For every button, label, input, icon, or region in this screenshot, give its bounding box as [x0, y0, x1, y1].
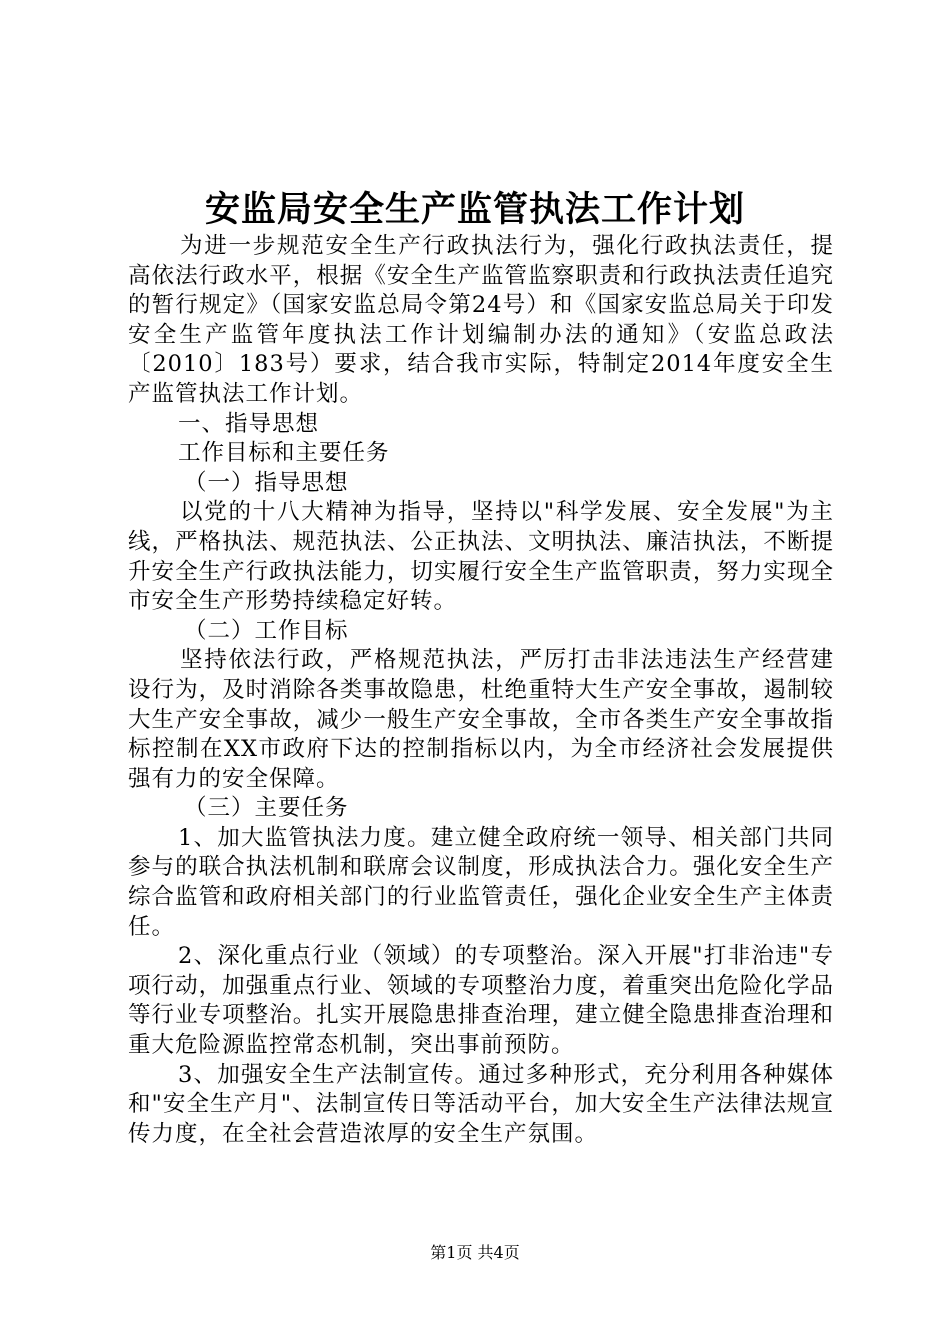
subsection-heading-3: （三）主要任务	[184, 795, 349, 822]
section-heading-goals-tasks: 工作目标和主要任务	[178, 440, 390, 467]
task-item-1: 1、加大监管执法力度。建立健全政府统一领导、相关部门共同参与的联合执法机制和联席会议制度，形成执法合力。强化安全生产综合监管和政府相关部门的行业监管责任，强化企业安全生产主体责任。	[128, 824, 834, 940]
subsection-heading-1: （一）指导思想	[184, 469, 349, 496]
task-item-3: 3、加强安全生产法制宣传。通过多种形式，充分利用各种媒体和"安全生产月"、法制宣传日等活动平台，加大安全生产法律法规宣传力度，在全社会营造浓厚的安全生产氛围。	[128, 1061, 834, 1147]
section-heading-guiding-ideology: 一、指导思想	[178, 410, 320, 437]
work-goals-paragraph: 坚持依法行政，严格规范执法，严厉打击非法违法生产经营建设行为，及时消除各类事故隐患，杜绝重特大生产安全事故，遏制较大生产安全事故，减少一般生产安全事故，全市各类生产安全事故指标控制在XX市政府下达的控制指标以内，为全市经济社会发展提供强有力的安全保障。	[128, 647, 834, 792]
guiding-ideology-paragraph: 以党的十八大精神为指导，坚持以"科学发展、安全发展"为主线，严格执法、规范执法、公正执法、文明执法、廉洁执法，不断提升安全生产行政执法能力，切实履行安全生产监管职责，努力实现全市安全生产形势持续稳定好转。	[128, 499, 834, 615]
intro-paragraph: 为进一步规范安全生产行政执法行为，强化行政执法责任，提高依法行政水平，根据《安全生产监管监察职责和行政执法责任追究的暂行规定》（国家安监总局令第24号）和《国家安监总局关于印发安全生产监管年度执法工作计划编制办法的通知》（安监总政法〔2010〕183号）要求，结合我市实际，特制定2014年度安全生产监管执法工作计划。	[128, 233, 834, 407]
document-body	[128, 232, 834, 1149]
subsection-heading-2: （二）工作目标	[184, 617, 349, 644]
task-item-2: 2、深化重点行业（领域）的专项整治。深入开展"打非治违"专项行动，加强重点行业、领域的专项整治力度，着重突出危险化学品等行业专项整治。扎实开展隐患排查治理，建立健全隐患排查治理和重大危险源监控常态机制，突出事前预防。	[128, 943, 834, 1059]
page-number-footer: 第1页 共4页	[430, 1243, 520, 1262]
document-title: 安监局安全生产监管执法工作计划	[204, 189, 745, 230]
